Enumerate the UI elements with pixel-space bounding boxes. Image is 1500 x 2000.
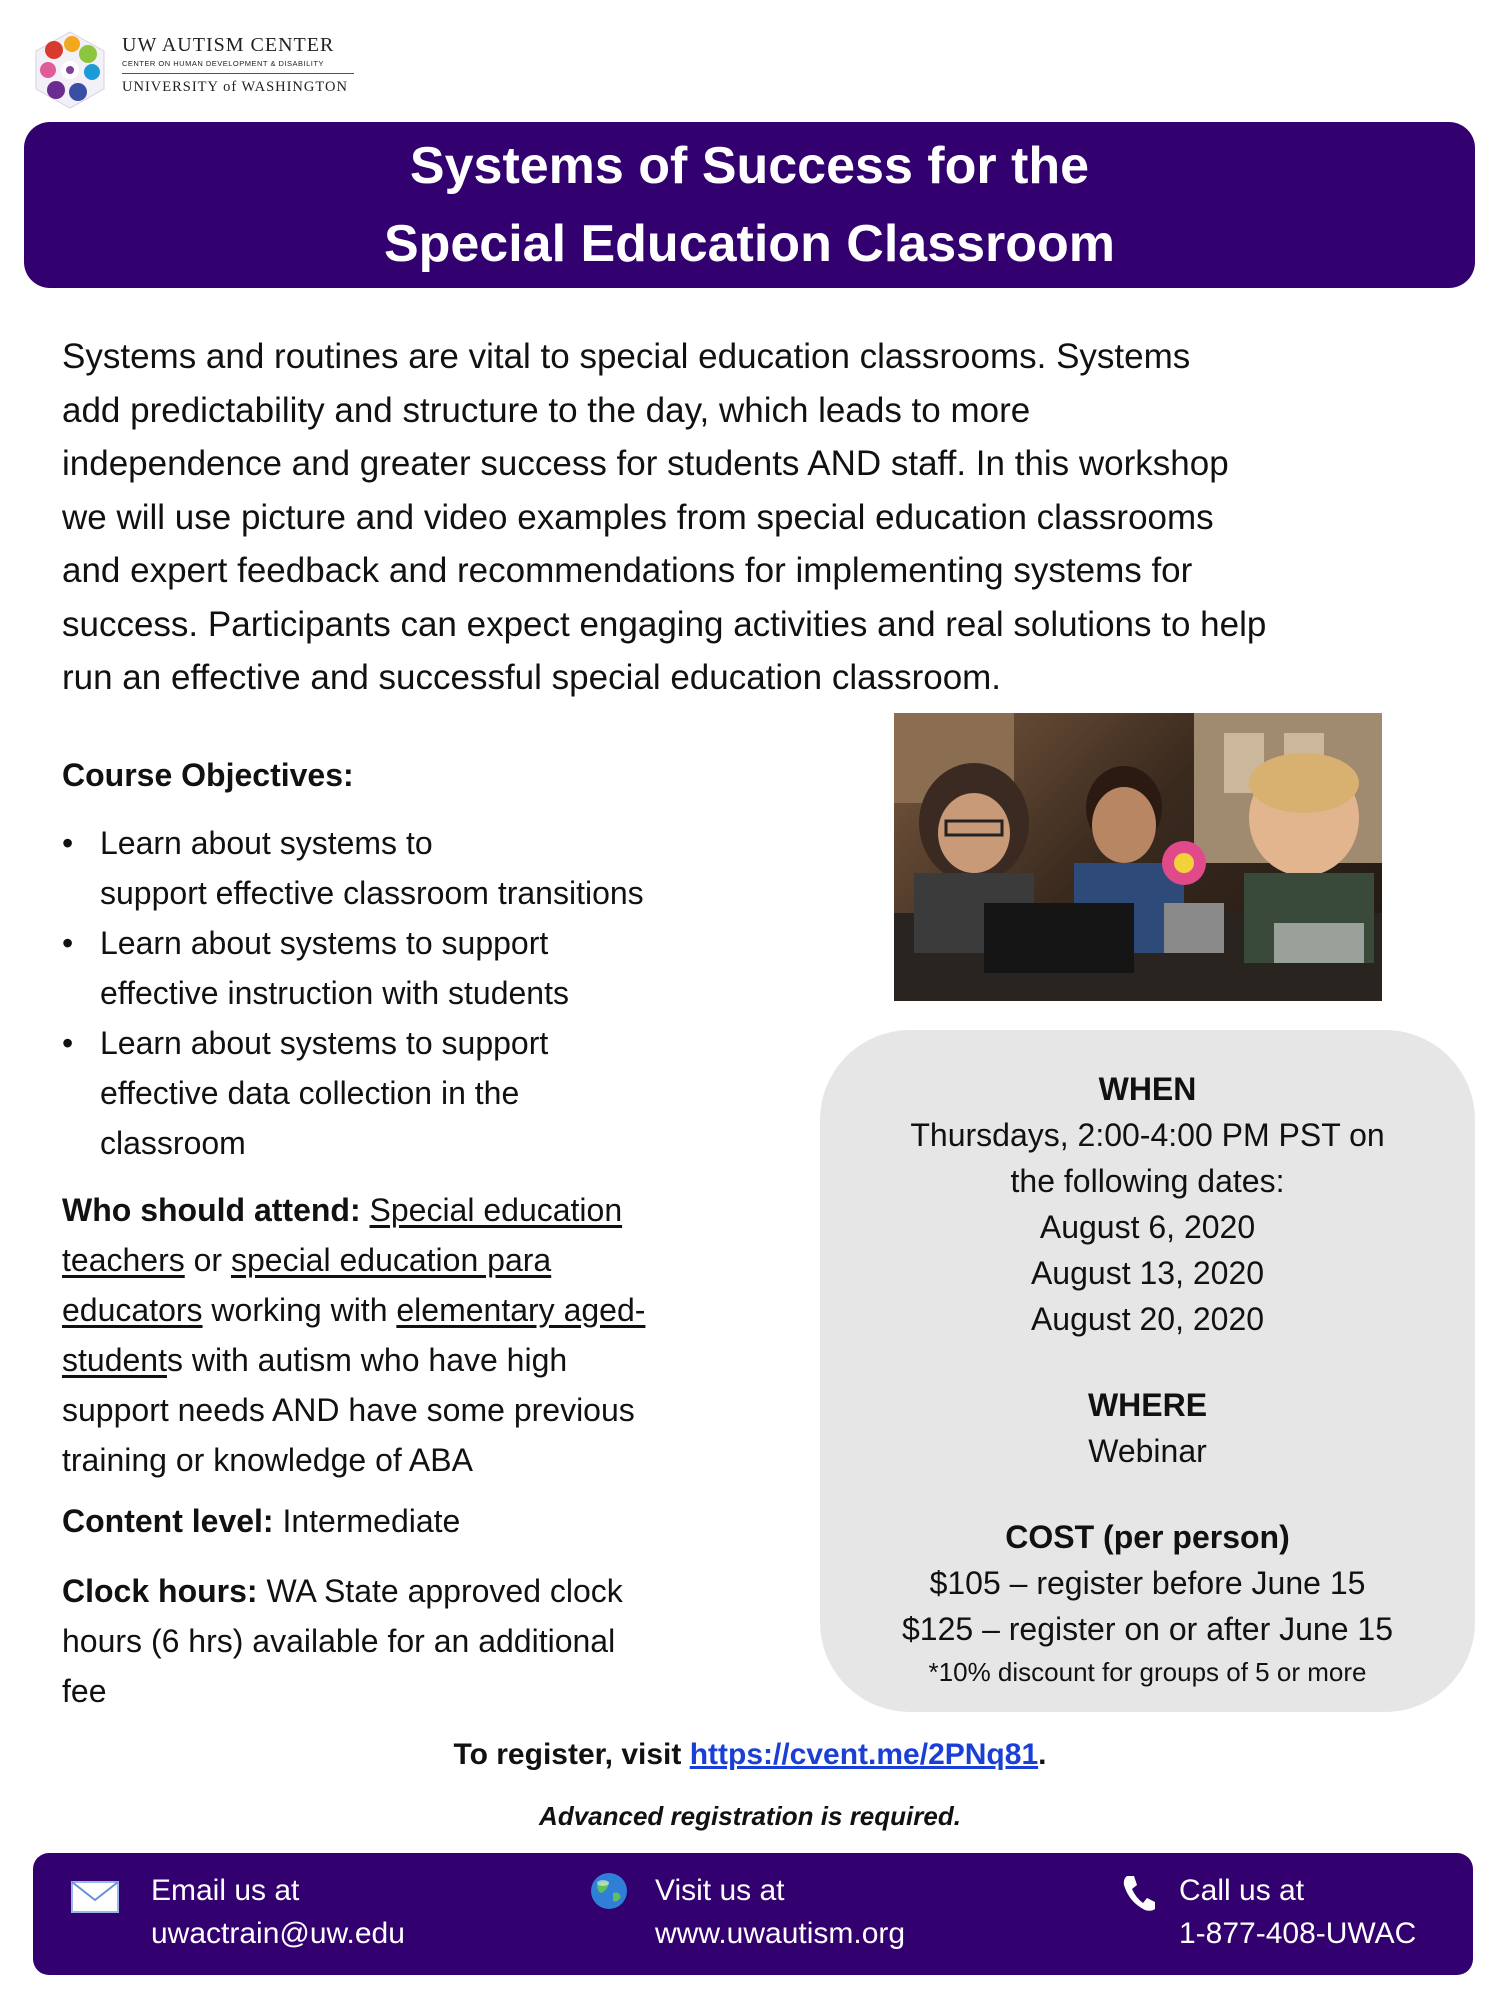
who-label: Who should attend: [62,1192,361,1228]
phone-label: Call us at [1179,1874,1305,1907]
email-address[interactable]: uwactrain@uw.edu [151,1917,405,1950]
who-should-attend [62,1185,782,1485]
cost-early: $105 – register before June 15 [929,1565,1366,1601]
audience-term: elementary aged- [396,1292,646,1328]
when-time: Thursdays, 2:00-4:00 PM PST on [910,1117,1385,1153]
clock-hours-label: Clock hours: [62,1573,258,1609]
email-label: Email us at [151,1874,300,1907]
phone-contact [1179,1869,1416,1955]
title-line-2: Special Education Classroom [383,215,1116,273]
contact-footer [33,1853,1473,1975]
where-heading: WHERE [1087,1387,1208,1423]
globe-icon [589,1871,629,1911]
who-text: training or knowledge of ABA [62,1442,473,1478]
logo-divider [122,73,354,74]
intro-line: Systems and routines are vital to special education classrooms. Systems [62,337,1191,376]
web-address[interactable]: www.uwautism.org [655,1917,906,1950]
audience-term: student [62,1342,167,1378]
who-text: working with [202,1292,397,1328]
objectives-list [62,818,802,1168]
audience-term: special education para [230,1242,552,1278]
who-text: support needs AND have some previous [62,1392,635,1428]
objective-text: effective instruction with students [100,975,569,1011]
students-photo [894,713,1382,1001]
content-level [62,1496,782,1546]
uw-autism-center-logo [30,30,360,110]
logo-subtitle: CENTER ON HUMAN DEVELOPMENT & DISABILITY [122,59,324,68]
objectives-heading: Course Objectives: [62,757,354,793]
cost-discount-note: *10% discount for groups of 5 or more [928,1657,1367,1687]
objective-text: support effective classroom transitions [100,875,644,911]
phone-icon [1121,1873,1157,1913]
register-link[interactable]: https://cvent.me/2PNq81 [689,1738,1039,1771]
envelope-icon [71,1881,119,1913]
email-contact [151,1869,405,1955]
intro-line: add predictability and structure to the day, which leads to more [62,390,1031,430]
event-info-box [820,1030,1475,1712]
title-banner [24,122,1475,288]
intro-line: run an effective and successful special education classroom. [62,658,1002,697]
clock-hours [62,1566,782,1716]
objective-item [62,1018,802,1168]
intro-line: independence and greater success for students AND staff. In this workshop [62,444,1229,483]
session-date: August 20, 2020 [1030,1301,1265,1337]
objective-text: classroom [100,1125,246,1161]
clock-hours-text: fee [62,1673,107,1709]
intro-line: and expert feedback and recommendations for implementing systems for [62,551,1193,590]
audience-term: teachers [62,1242,185,1278]
content-level-value: Intermediate [282,1503,461,1539]
advanced-registration-note: Advanced registration is required. [539,1801,961,1831]
content-level-label: Content level: [62,1503,274,1539]
audience-term: Special education [369,1192,623,1228]
objective-text: • Learn about systems to support [100,925,549,961]
logo-university: UNIVERSITY of WASHINGTON [122,79,348,95]
when-dates-intro: the following dates: [1010,1163,1285,1199]
logo-name: UW AUTISM CENTER [122,34,335,56]
cost-late: $125 – register on or after June 15 [902,1611,1393,1647]
intro-line: success. Participants can expect engaging activities and real solutions to help [62,604,1267,644]
audience-term: educators [62,1292,203,1328]
clock-hours-text: WA State approved clock [266,1573,623,1609]
web-contact [655,1869,905,1955]
register-suffix: . [1038,1738,1047,1771]
session-date: August 13, 2020 [1030,1255,1265,1291]
objective-item [62,818,802,918]
web-label: Visit us at [655,1874,785,1907]
register-prefix: To register, visit [453,1738,690,1771]
students-photo-illustration [894,713,1382,1001]
cost-heading: COST (per person) [1005,1519,1290,1555]
register-line [0,1738,1500,1772]
where-value: Webinar [1088,1433,1207,1469]
clock-hours-text: hours (6 hrs) available for an additional [62,1623,616,1659]
session-date: August 6, 2020 [1039,1209,1256,1245]
objective-text: effective data collection in the [100,1075,520,1111]
phone-number[interactable]: 1-877-408-UWAC [1179,1917,1417,1950]
objective-text: • Learn about systems to support [100,1025,549,1061]
title-line-1: Systems of Success for the [409,137,1090,195]
intro-line: we will use picture and video examples from special education classrooms [62,497,1214,537]
who-text: s with autism who have high [166,1342,568,1378]
logo-hands-icon [30,30,110,110]
objective-text: • Learn about systems to [100,825,433,861]
objective-item [62,918,802,1018]
intro-paragraph [62,330,1462,705]
who-text: or [184,1242,231,1278]
when-heading: WHEN [1098,1071,1197,1107]
